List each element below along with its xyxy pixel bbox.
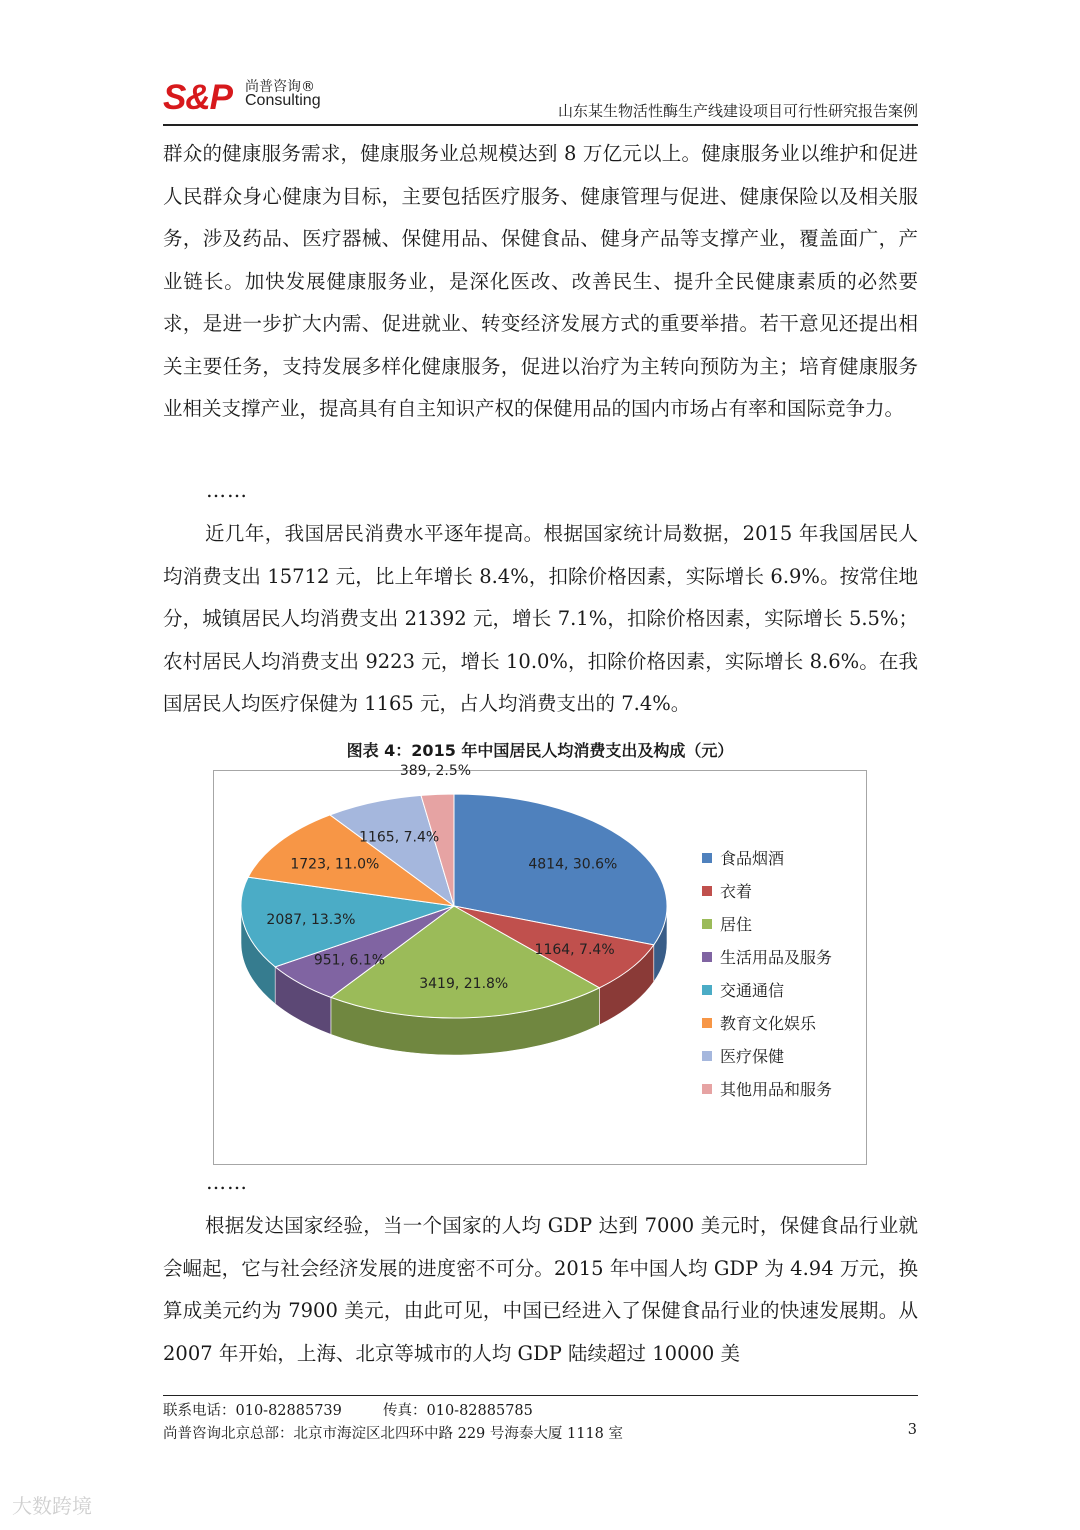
- legend-label: 食品烟酒: [720, 849, 785, 868]
- legend-swatch: [702, 886, 712, 896]
- pie-data-label-6: 1165, 7.4%: [359, 829, 440, 846]
- page-number: 3: [907, 1422, 917, 1438]
- ellipsis-2: ……: [206, 1170, 248, 1194]
- footer-phone: 联系电话：010-82885739: [163, 1403, 342, 1419]
- legend-item: [702, 973, 832, 1006]
- legend-swatch: [702, 853, 712, 863]
- legend-item: [702, 907, 832, 940]
- legend-label: 其他用品和服务: [720, 1080, 833, 1099]
- pie-data-label-1: 1164, 7.4%: [534, 942, 615, 959]
- legend-item: [702, 1039, 832, 1072]
- legend-label: 教育文化娱乐: [720, 1014, 817, 1033]
- legend-item: [702, 874, 832, 907]
- legend-item: [702, 841, 832, 874]
- ellipsis-1: ……: [206, 478, 248, 502]
- footer-divider: [163, 1395, 918, 1396]
- pie-data-label-2: 3419, 21.8%: [419, 975, 509, 992]
- legend-swatch: [702, 1051, 712, 1061]
- header-divider: [163, 124, 918, 126]
- figure-caption: 图表 4：2015 年中国居民人均消费支出及构成（元）: [346, 741, 734, 760]
- legend-swatch: [702, 952, 712, 962]
- footer-address: 尚普咨询北京总部：北京市海淀区北四环中路 229 号海泰大厦 1118 室: [163, 1426, 624, 1442]
- pie-data-label-5: 1723, 11.0%: [290, 856, 380, 873]
- paragraph-gdp: 根据发达国家经验，当一个国家的人均 GDP 达到 7000 美元时，保健食品行业就会崛起，它与社会经济发展的进度密不可分。2015 年中国人均 GDP 为 4.94 万元，换算成美元约为 7900 美元，由此可见，中国已经进入了保健食品行业的快速发展期。从 2007 年开始，上海、北京等城市的人均 GDP 陆续超过 10000 美: [163, 1214, 918, 1365]
- legend-label: 生活用品及服务: [720, 948, 833, 967]
- legend-label: 交通通信: [720, 981, 785, 1000]
- pie-data-label-3: 951, 6.1%: [313, 952, 386, 969]
- legend-swatch: [702, 919, 712, 929]
- legend-item: [702, 1006, 832, 1039]
- legend-label: 衣着: [720, 882, 753, 901]
- pie-chart-frame: [213, 762, 867, 1165]
- report-title: 山东某生物活性酶生产线建设项目可行性研究报告案例: [557, 102, 918, 120]
- legend-label: 医疗保健: [720, 1047, 785, 1066]
- pie-data-label-0: 4814, 30.6%: [528, 856, 618, 873]
- pie-data-label-7: 389, 2.5%: [399, 762, 472, 779]
- legend-item: [702, 940, 832, 973]
- legend-swatch: [702, 1084, 712, 1094]
- logo-english-name: Consulting: [245, 92, 321, 109]
- legend-swatch: [702, 1018, 712, 1028]
- legend-label: 居住: [720, 915, 753, 934]
- legend-swatch: [702, 985, 712, 995]
- footer-fax: 传真：010-82885785: [383, 1403, 533, 1419]
- logo-mark: S&P: [163, 78, 232, 117]
- pie-data-label-4: 2087, 13.3%: [266, 911, 356, 928]
- legend-item: [702, 1072, 832, 1105]
- watermark: 大数跨境: [12, 1494, 92, 1518]
- paragraph-health-services: 群众的健康服务需求，健康服务业总规模达到 8 万亿元以上。健康服务业以维护和促进人民群众身心健康为目标，主要包括医疗服务、健康管理与促进、健康保险以及相关服务，涉及药品、医疗器械、保健用品、保健食品、健身产品等支撑产业，覆盖面广，产业链长。加快发展健康服务业，是深化医改、改善民生、提升全民健康素质的必然要求，是进一步扩大内需、促进就业、转变经济发展方式的重要举措。若干意见还提出相关主要任务，支持发展多样化健康服务，促进以治疗为主转向预防为主；培育健康服务业相关支撑产业，提高具有自主知识产权的保健用品的国内市场占有率和国际竞争力。: [163, 142, 918, 420]
- chart-legend: [702, 841, 832, 1105]
- paragraph-consumption: 近几年，我国居民消费水平逐年提高。根据国家统计局数据，2015 年我国居民人均消费支出 15712 元，比上年增长 8.4%，扣除价格因素，实际增长 6.9%。按常住地分，城镇居民人均消费支出 21392 元，增长 7.1%，扣除价格因素，实际增长 5.5%；农村居民人均消费支出 9223 元，增长 10.0%，扣除价格因素，实际增长 8.6%。在我国居民人均医疗保健为 1165 元，占人均消费支出的 7.4%。: [163, 522, 918, 715]
- logo-chinese-name: 尚普咨询®: [245, 79, 315, 95]
